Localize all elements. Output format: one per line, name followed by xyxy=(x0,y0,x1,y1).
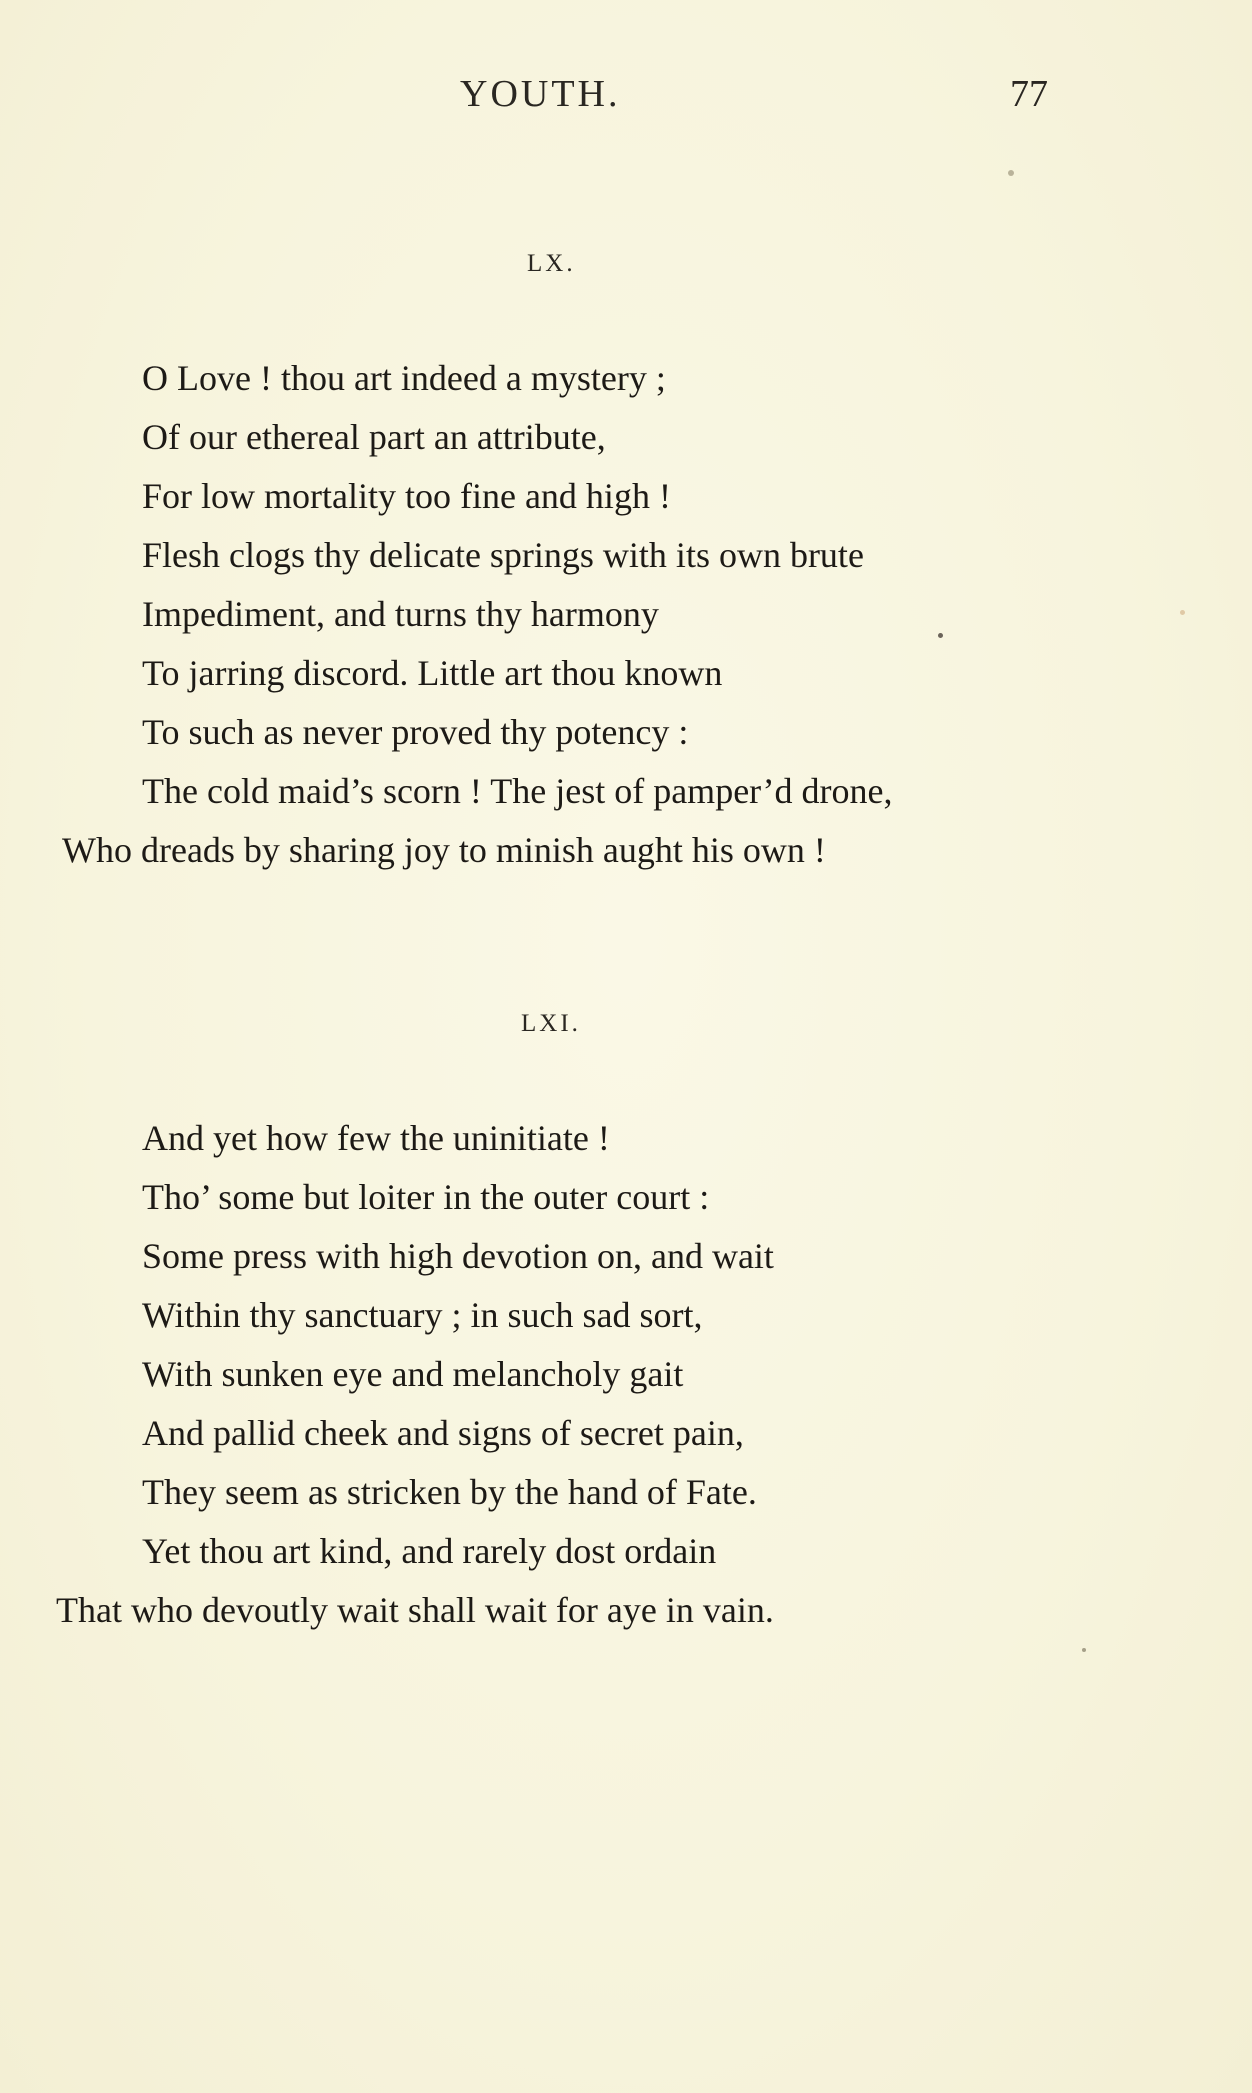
verse-line: To such as never proved thy potency : xyxy=(142,712,689,752)
running-title: YOUTH. xyxy=(460,73,621,115)
verse-line: And yet how few the uninitiate ! xyxy=(142,1118,610,1158)
verse-line: The cold maid’s scorn ! The jest of pamper’d drone, xyxy=(142,771,893,811)
verse-line: O Love ! thou art indeed a mystery ; xyxy=(142,358,666,398)
verse-line: Impediment, and turns thy harmony xyxy=(142,594,659,634)
verse-line: They seem as stricken by the hand of Fate. xyxy=(142,1472,757,1512)
verse-line: Of our ethereal part an attribute, xyxy=(142,417,606,457)
verse-line: Yet thou art kind, and rarely dost ordain xyxy=(142,1531,717,1571)
verse-line: Within thy sanctuary ; in such sad sort, xyxy=(142,1295,703,1335)
paper-speck xyxy=(1180,610,1185,615)
paper-speck xyxy=(1008,170,1014,176)
stanza-number: LXI. xyxy=(521,1010,581,1037)
paper-speck xyxy=(1082,1648,1086,1652)
verse-line: Tho’ some but loiter in the outer court : xyxy=(142,1177,710,1217)
verse-line: Flesh clogs thy delicate springs with its own brute xyxy=(142,535,864,575)
verse-line: And pallid cheek and signs of secret pain, xyxy=(142,1413,744,1453)
verse-line: To jarring discord. Little art thou known xyxy=(142,653,723,693)
verse-line: For low mortality too fine and high ! xyxy=(142,476,671,516)
verse-line: Some press with high devotion on, and wait xyxy=(142,1236,774,1276)
verse-line: Who dreads by sharing joy to minish aught his own ! xyxy=(62,830,826,870)
verse-line: With sunken eye and melancholy gait xyxy=(142,1354,684,1394)
paper-speck xyxy=(938,633,943,638)
stanza-number: LX. xyxy=(527,250,576,277)
verse-line: That who devoutly wait shall wait for aye in vain. xyxy=(56,1590,774,1630)
page-number: 77 xyxy=(1010,73,1048,115)
